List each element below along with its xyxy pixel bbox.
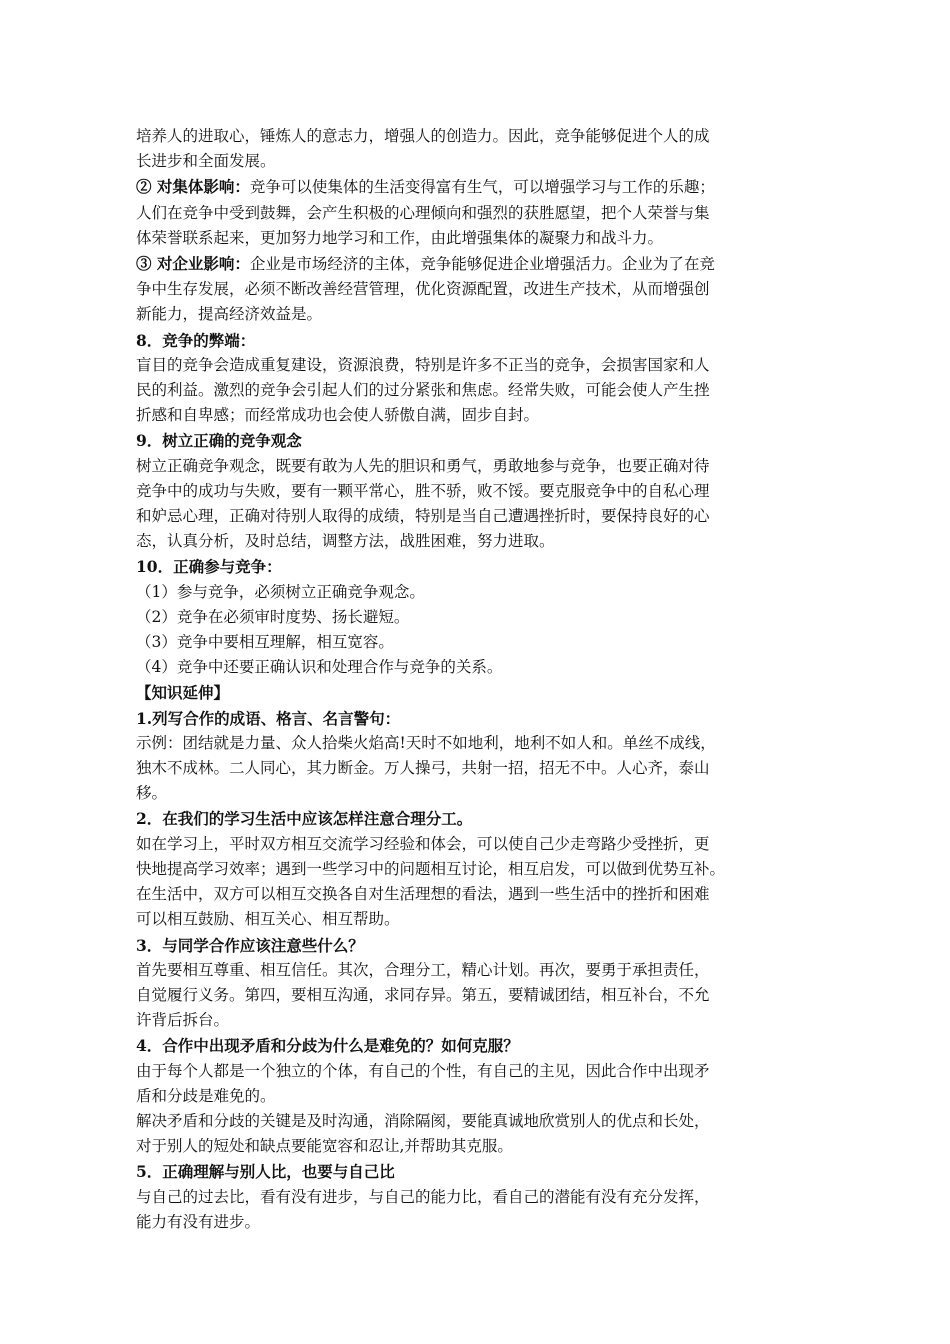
text-line: 由于每个人都是一个独立的个体，有自己的个性，有自己的主见，因此合作中出现矛 xyxy=(136,1061,710,1080)
text-line: 企业是市场经济的主体，竞争能够促进企业增强活力。企业为了在竞 xyxy=(249,255,715,274)
collective-paragraph xyxy=(136,174,786,200)
text-line: 培养人的进取心，锤炼人的意志力，增强人的创造力。因此，竞争能够促进个人的成 xyxy=(136,127,710,145)
text-line: 盲目的竞争会造成重复建设，资源浪费，特别是许多不正当的竞争，会损害国家和人 xyxy=(136,355,710,374)
document-page xyxy=(136,124,786,1235)
text-line: 盾和分歧是难免的。 xyxy=(136,1086,276,1105)
text-line: 人们在竞争中受到鼓舞，会产生积极的心理倾向和强烈的获胜愿望，把个人荣誉与集 xyxy=(136,203,710,222)
enterprise-label: ③ 对企业影响： xyxy=(136,254,250,274)
text-line: 争中生存发展，必须不断改善经营管理，优化资源配置，改进生产技术，从而增强创 xyxy=(136,280,710,299)
text-line: 长进步和全面发展。 xyxy=(136,152,276,171)
section-heading: 10．正确参与竞争： xyxy=(136,557,282,577)
list-item: （4）竞争中还要正确认识和处理合作与竞争的关系。 xyxy=(136,658,503,677)
text-line: 和妒忌心理，正确对待别人取得的成绩，特别是当自己遭遇挫折时，要保持良好的心 xyxy=(136,507,710,526)
section-heading: 5．正确理解与别人比，也要与自己比 xyxy=(136,1162,395,1182)
text-line: 可以相互鼓励、相互关心、相互帮助。 xyxy=(136,910,400,929)
text-line: 竞争中的成功与失败，要有一颗平常心，胜不骄，败不馁。要克服竞争中的自私心理 xyxy=(136,481,710,500)
text-line: 体荣誉联系起来，更加努力地学习和工作，由此增强集体的凝聚力和战斗力。 xyxy=(136,228,664,247)
text-line: 如在学习上，平时双方相互交流学习经验和体会，可以使自己少走弯路少受挫折，更 xyxy=(136,834,710,853)
text-line: 折感和自卑感；而经常成功也会使人骄傲自满，固步自封。 xyxy=(136,406,540,425)
list-item: （3）竞争中要相互理解，相互宽容。 xyxy=(136,633,394,652)
text-line: 许背后拆台。 xyxy=(136,1011,230,1030)
text-line: 移。 xyxy=(136,784,168,803)
section-heading: 3．与同学合作应该注意些什么？ xyxy=(136,935,364,955)
text-line: 与自己的过去比，看有没有进步，与自己的能力比，看自己的潜能有没有充分发挥， xyxy=(136,1187,710,1206)
enterprise-paragraph xyxy=(136,251,786,277)
list-item: （2）竞争在必须审时度势、扬长避短。 xyxy=(136,607,410,626)
section-heading: 1.列写合作的成语、格言、名言警句： xyxy=(136,708,401,728)
text-line: 示例：团结就是力量、众人拾柴火焰高!天时不如地利，地利不如人和。单丝不成线， xyxy=(136,733,716,752)
section-heading: 4．合作中出现矛盾和分歧为什么是难免的？如何克服？ xyxy=(136,1036,519,1056)
text-line: 能力有没有进步。 xyxy=(136,1212,261,1231)
text-line: 新能力，提高经济效益是。 xyxy=(136,305,323,324)
text-line: 民的利益。激烈的竞争会引起人们的过分紧张和焦虑。经常失败，可能会使人产生挫 xyxy=(136,381,710,400)
text-line: 解决矛盾和分歧的关键是及时沟通，消除隔阂，要能真诚地欣赏别人的优点和长处， xyxy=(136,1111,710,1130)
text-line: 首先要相互尊重、相互信任。其次，合理分工，精心计划。再次，要勇于承担责任， xyxy=(136,960,710,979)
collective-label: ② 对集体影响： xyxy=(136,177,250,197)
list-item: （1）参与竞争，必须树立正确竞争观念。 xyxy=(136,582,425,601)
text-line: 树立正确竞争观念，既要有敢为人先的胆识和勇气，勇敢地参与竞争，也要正确对待 xyxy=(136,456,710,475)
text-line: 态，认真分析，及时总结，调整方法，战胜困难，努力进取。 xyxy=(136,532,555,551)
text-line: 在生活中，双方可以相互交换各自对生活理想的看法，遇到一些生活中的挫折和困难 xyxy=(136,885,710,904)
section-heading: 8．竞争的弊端： xyxy=(136,330,256,350)
text-line: 独木不成林。二人同心，其力断金。万人操弓，共射一招，招无不中。人心齐，泰山 xyxy=(136,759,710,778)
section-heading: 2．在我们的学习生活中应该怎样注意合理分工。 xyxy=(136,809,473,829)
text-line: 对于别人的短处和缺点要能宽容和忍让,并帮助其克服。 xyxy=(136,1137,513,1156)
text-line: 自觉履行义务。第四，要相互沟通，求同存异。第五，要精诚团结，相互补台，不允 xyxy=(136,985,710,1004)
extension-heading: 【知识延伸】 xyxy=(136,683,230,703)
section-heading: 9．树立正确的竞争观念 xyxy=(136,431,302,451)
text-line: 快地提高学习效率；遇到一些学习中的问题相互讨论，相互启发，可以做到优势互补。 xyxy=(136,859,726,878)
text-line: 竞争可以使集体的生活变得富有生气，可以增强学习与工作的乐趣； xyxy=(249,178,715,197)
